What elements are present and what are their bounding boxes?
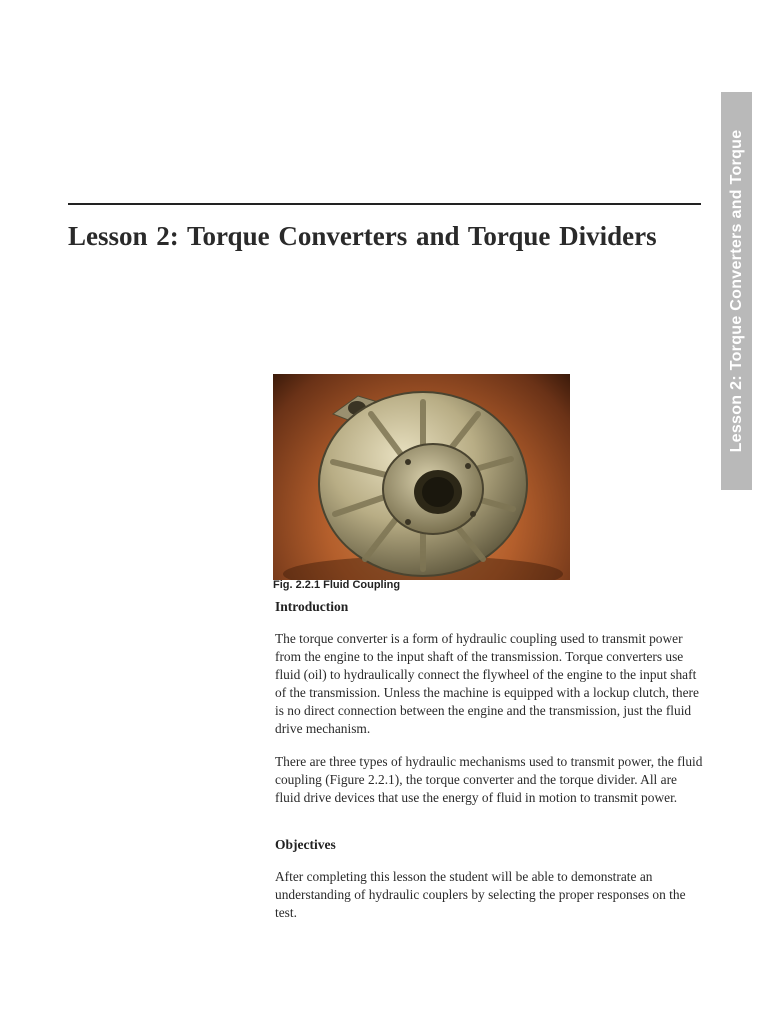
- side-tab-label: Lesson 2: Torque Converters and Torque: [727, 129, 745, 453]
- introduction-heading: Introduction: [275, 599, 349, 614]
- introduction-paragraph-1: The torque converter is a form of hydraulic coupling used to transmit power from the engine to the input shaft of the transmission. Torque converters use fluid (oil) to hydraulically connect the flywheel of the engine to the input shaft of the transmission. Unless the machine is equipped with a lockup clutch, there is no direct connection between the engine and the transmission, just the fluid drive mechanism.: [275, 631, 699, 736]
- figure-caption: Fig. 2.2.1 Fluid Coupling: [273, 579, 401, 591]
- title-rule: [68, 203, 701, 205]
- introduction-paragraph-2: There are three types of hydraulic mechanisms used to transmit power, the fluid coupling (Figure 2.2.1), the torque converter and the torque divider. All are fluid drive devices that use the energy of fluid in motion to transmit power.: [275, 754, 703, 805]
- objectives-heading: Objectives: [275, 837, 336, 852]
- page-title: Lesson 2: Torque Converters and Torque Dividers: [68, 221, 657, 251]
- side-tab: [721, 92, 752, 490]
- fluid-coupling-illustration: [273, 374, 570, 580]
- objectives-paragraph-1: After completing this lesson the student will be able to demonstrate an understanding of hydraulic couplers by selecting the proper responses on the test.: [275, 869, 686, 920]
- fluid-coupling-photo: [273, 374, 570, 580]
